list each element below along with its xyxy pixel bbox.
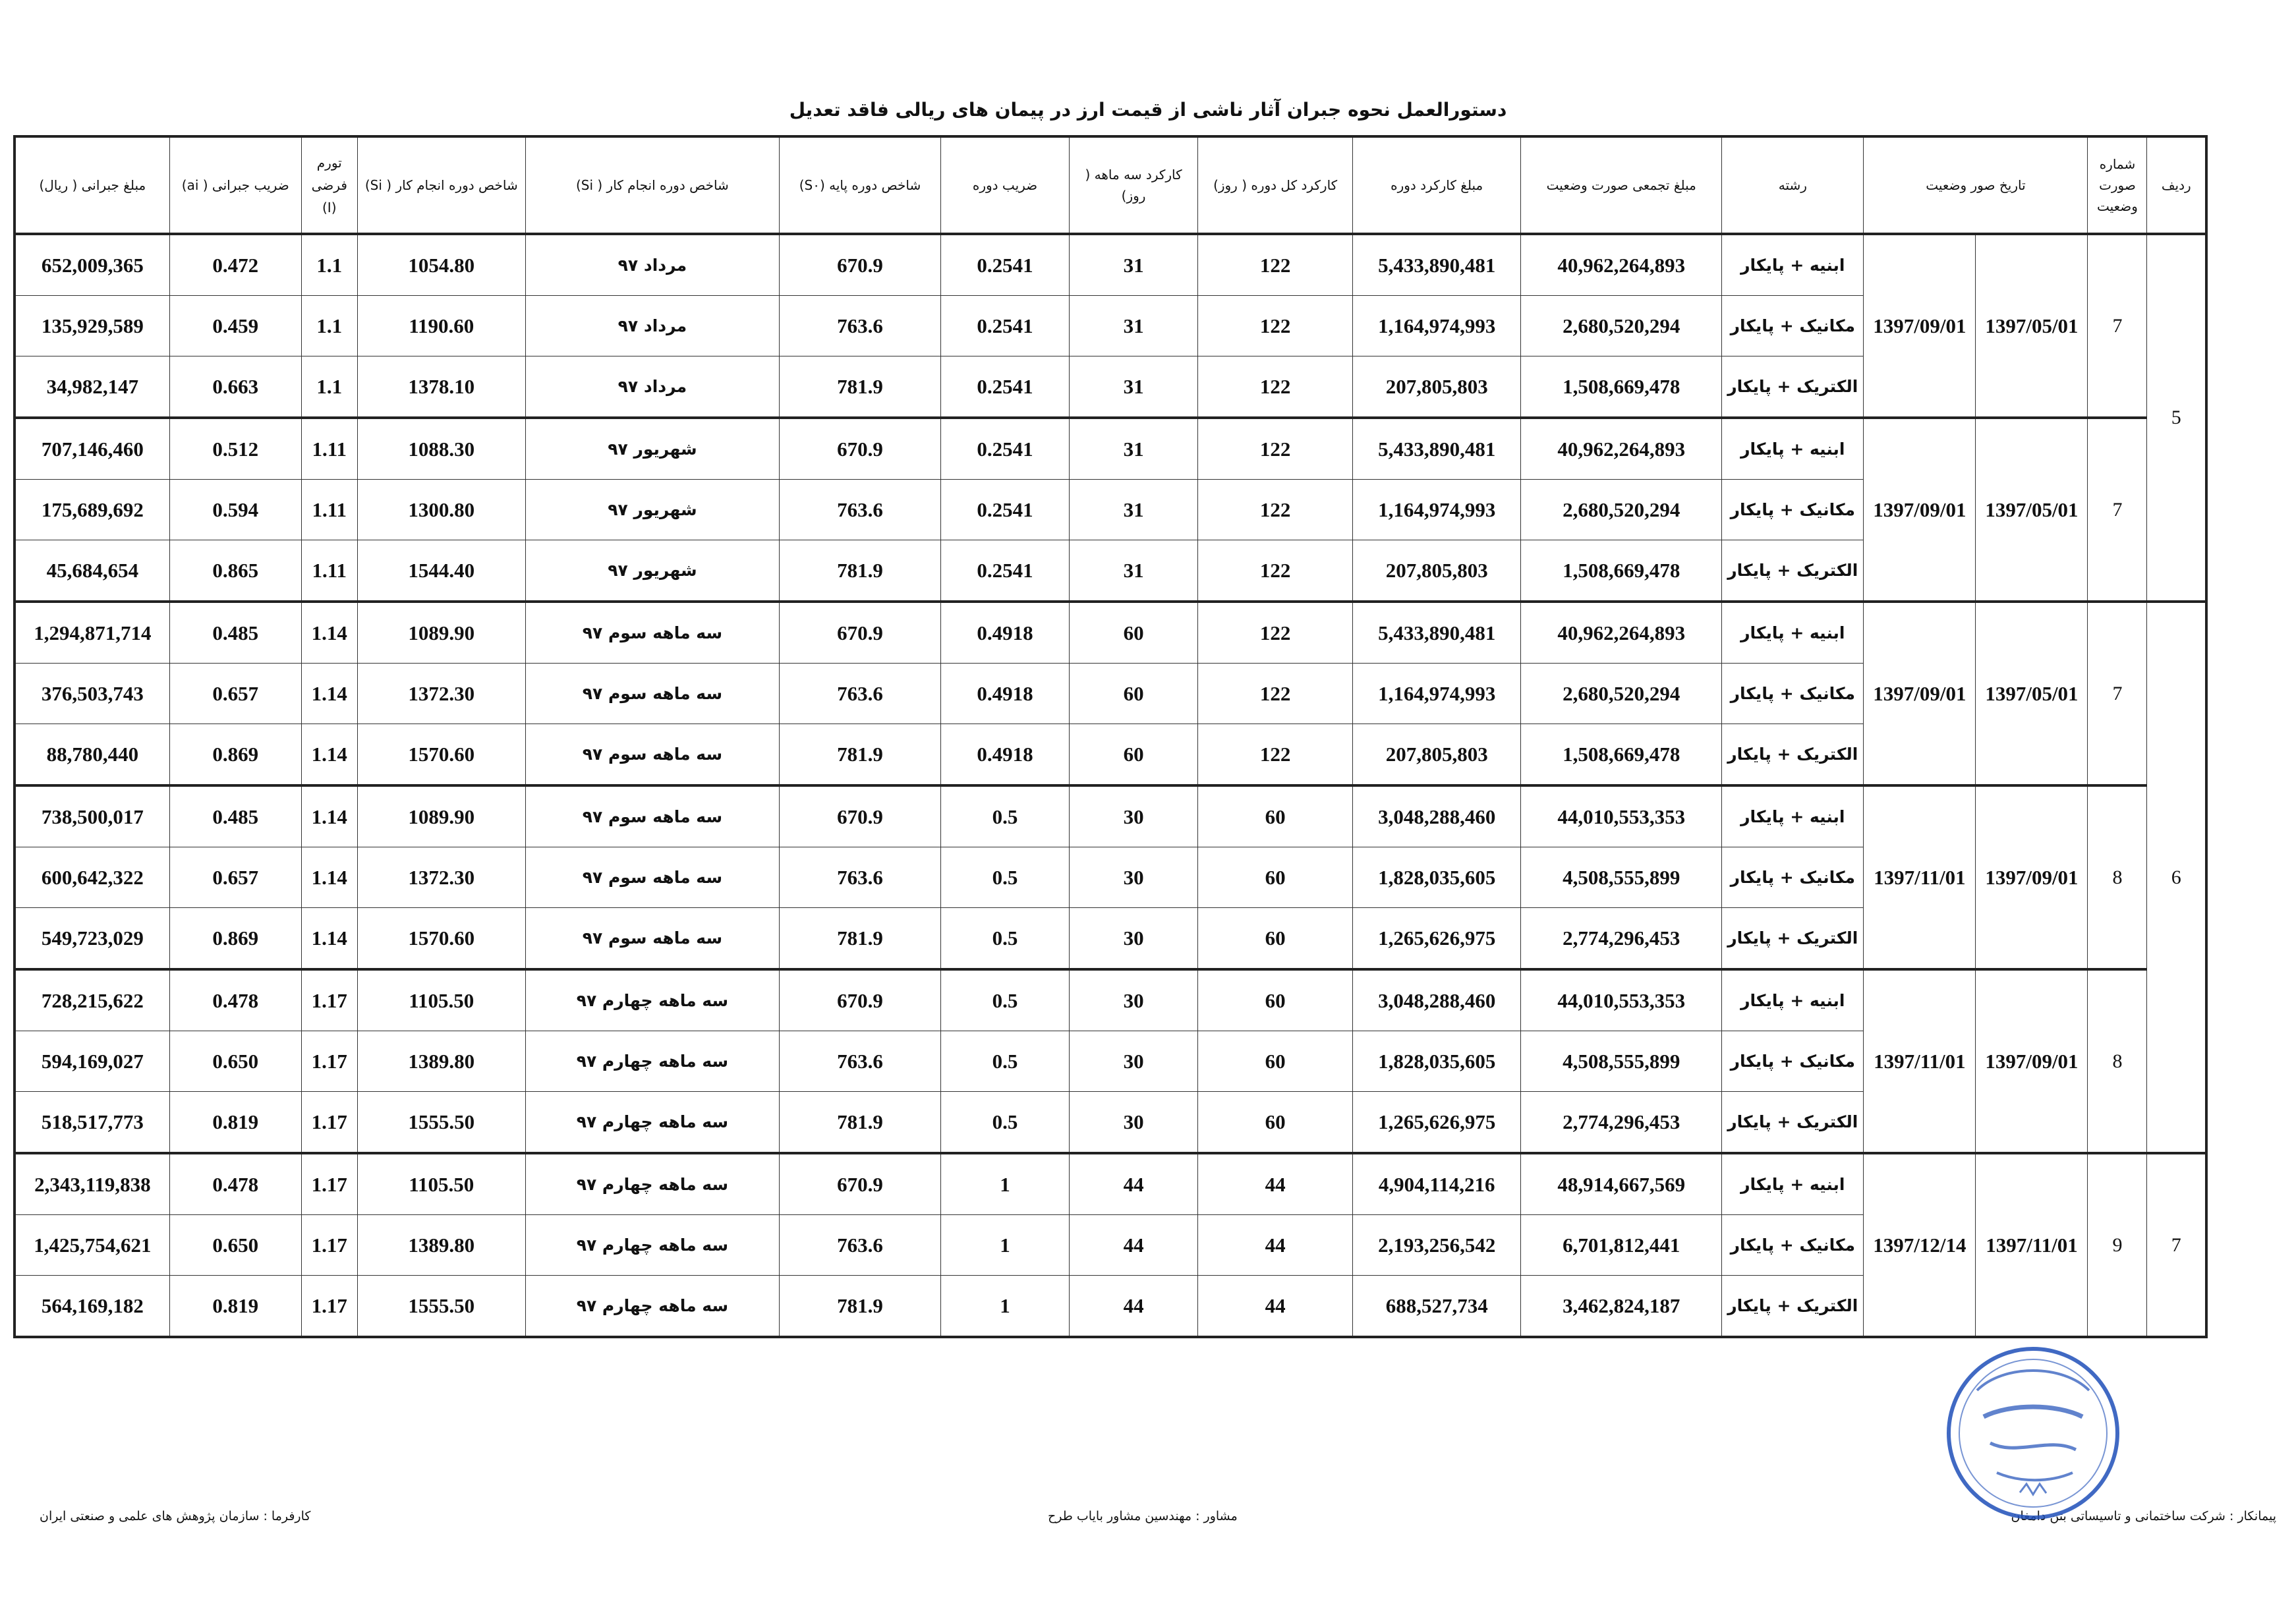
cumulative-cell: 4,508,555,899	[1521, 1031, 1722, 1092]
col-header-index-label: شاخص دوره انجام کار ( Si)	[525, 136, 779, 234]
index-value-cell: 1190.60	[357, 296, 525, 356]
footer-employer: کارفرما : سازمان پژوهش های علمی و صنعتی ایران	[40, 1509, 311, 1523]
comp-amount-cell: 549,723,029	[14, 908, 169, 970]
inflation-cell: 1.1	[301, 234, 357, 296]
quarter-days-cell: 31	[1070, 234, 1198, 296]
radif-cell: 7	[2147, 1153, 2206, 1337]
total-days-cell: 122	[1198, 540, 1353, 602]
index-label-cell: سه ماهه سوم ۹۷	[525, 908, 779, 970]
index-label-cell: سه ماهه چهارم ۹۷	[525, 1031, 779, 1092]
base-index-cell: 781.9	[779, 724, 940, 786]
inflation-cell: 1.14	[301, 602, 357, 664]
inflation-cell: 1.14	[301, 664, 357, 724]
cumulative-cell: 2,680,520,294	[1521, 664, 1722, 724]
trade-cell: مکانیک + پایکار	[1722, 664, 1864, 724]
trade-cell: ابنیه + پایکار	[1722, 234, 1864, 296]
table-row	[14, 418, 2206, 480]
col-header-trade: رشته	[1722, 136, 1864, 234]
base-index-cell: 670.9	[779, 234, 940, 296]
col-header-inflation: تورم فرضی (I)	[301, 136, 357, 234]
invoice-no-cell: 7	[2088, 234, 2147, 418]
comp-coef-cell: 0.819	[169, 1276, 301, 1338]
col-header-period-amount: مبلغ کارکرد دوره	[1353, 136, 1521, 234]
base-index-cell: 670.9	[779, 602, 940, 664]
comp-amount-cell: 34,982,147	[14, 356, 169, 418]
index-label-cell: سه ماهه چهارم ۹۷	[525, 1276, 779, 1338]
trade-cell: الکتریک + پایکار	[1722, 1276, 1864, 1338]
inflation-cell: 1.1	[301, 296, 357, 356]
quarter-days-cell: 60	[1070, 602, 1198, 664]
total-days-cell: 122	[1198, 418, 1353, 480]
comp-coef-cell: 0.657	[169, 847, 301, 908]
total-days-cell: 122	[1198, 356, 1353, 418]
comp-amount-cell: 1,294,871,714	[14, 602, 169, 664]
index-value-cell: 1372.30	[357, 664, 525, 724]
invoice-date-from-cell: 1397/05/01	[1976, 418, 2088, 602]
invoice-date-to-cell: 1397/11/01	[1864, 785, 1976, 969]
cumulative-cell: 1,508,669,478	[1521, 356, 1722, 418]
period-amount-cell: 1,265,626,975	[1353, 908, 1521, 970]
comp-coef-cell: 0.663	[169, 356, 301, 418]
quarter-days-cell: 30	[1070, 1031, 1198, 1092]
index-label-cell: شهریور ۹۷	[525, 418, 779, 480]
cumulative-cell: 6,701,812,441	[1521, 1215, 1722, 1276]
inflation-cell: 1.17	[301, 969, 357, 1031]
index-label-cell: سه ماهه چهارم ۹۷	[525, 1215, 779, 1276]
quarter-days-cell: 31	[1070, 296, 1198, 356]
quarter-days-cell: 30	[1070, 1092, 1198, 1154]
cumulative-cell: 2,680,520,294	[1521, 480, 1722, 540]
period-coef-cell: 0.2541	[941, 234, 1070, 296]
period-coef-cell: 0.5	[941, 847, 1070, 908]
inflation-cell: 1.17	[301, 1092, 357, 1154]
period-amount-cell: 1,164,974,993	[1353, 480, 1521, 540]
col-header-comp-coef: ضریب جبرانی ( ai)	[169, 136, 301, 234]
cumulative-cell: 40,962,264,893	[1521, 602, 1722, 664]
invoice-date-from-cell: 1397/11/01	[1976, 1153, 2088, 1337]
invoice-no-cell: 8	[2088, 969, 2147, 1153]
comp-coef-cell: 0.594	[169, 480, 301, 540]
comp-coef-cell: 0.650	[169, 1215, 301, 1276]
quarter-days-cell: 30	[1070, 785, 1198, 847]
period-coef-cell: 0.4918	[941, 602, 1070, 664]
base-index-cell: 781.9	[779, 356, 940, 418]
period-coef-cell: 1	[941, 1276, 1070, 1338]
col-header-cumulative: مبلغ تجمعی صورت وضعیت	[1521, 136, 1722, 234]
total-days-cell: 60	[1198, 1031, 1353, 1092]
company-stamp	[1944, 1344, 2122, 1522]
base-index-cell: 781.9	[779, 908, 940, 970]
table-body	[14, 234, 2206, 1337]
compensation-table-wrapper	[13, 135, 2208, 1338]
total-days-cell: 60	[1198, 969, 1353, 1031]
comp-amount-cell: 707,146,460	[14, 418, 169, 480]
invoice-date-to-cell: 1397/11/01	[1864, 969, 1976, 1153]
index-label-cell: سه ماهه سوم ۹۷	[525, 724, 779, 786]
total-days-cell: 44	[1198, 1215, 1353, 1276]
cumulative-cell: 1,508,669,478	[1521, 540, 1722, 602]
col-header-radif: ردیف	[2147, 136, 2206, 234]
inflation-cell: 1.14	[301, 724, 357, 786]
footer-contractor: پیمانکار : شرکت ساختمانی و تاسیساتی بتن دامغان	[2011, 1509, 2276, 1523]
base-index-cell: 763.6	[779, 1031, 940, 1092]
period-amount-cell: 1,265,626,975	[1353, 1092, 1521, 1154]
comp-coef-cell: 0.485	[169, 785, 301, 847]
comp-amount-cell: 1,425,754,621	[14, 1215, 169, 1276]
trade-cell: مکانیک + پایکار	[1722, 1031, 1864, 1092]
total-days-cell: 122	[1198, 296, 1353, 356]
period-coef-cell: 0.4918	[941, 664, 1070, 724]
cumulative-cell: 2,680,520,294	[1521, 296, 1722, 356]
inflation-cell: 1.17	[301, 1276, 357, 1338]
index-value-cell: 1089.90	[357, 602, 525, 664]
comp-amount-cell: 600,642,322	[14, 847, 169, 908]
period-amount-cell: 4,904,114,216	[1353, 1153, 1521, 1215]
comp-amount-cell: 652,009,365	[14, 234, 169, 296]
comp-amount-cell: 88,780,440	[14, 724, 169, 786]
total-days-cell: 122	[1198, 234, 1353, 296]
invoice-date-from-cell: 1397/05/01	[1976, 602, 2088, 785]
quarter-days-cell: 60	[1070, 724, 1198, 786]
quarter-days-cell: 44	[1070, 1153, 1198, 1215]
base-index-cell: 670.9	[779, 418, 940, 480]
invoice-date-to-cell: 1397/09/01	[1864, 418, 1976, 602]
base-index-cell: 763.6	[779, 664, 940, 724]
quarter-days-cell: 31	[1070, 418, 1198, 480]
total-days-cell: 60	[1198, 908, 1353, 970]
index-label-cell: شهریور ۹۷	[525, 480, 779, 540]
trade-cell: مکانیک + پایکار	[1722, 296, 1864, 356]
cumulative-cell: 1,508,669,478	[1521, 724, 1722, 786]
quarter-days-cell: 44	[1070, 1276, 1198, 1338]
col-header-quarter-days: کارکرد سه ماهه ( روز)	[1070, 136, 1198, 234]
comp-coef-cell: 0.869	[169, 724, 301, 786]
period-amount-cell: 207,805,803	[1353, 724, 1521, 786]
quarter-days-cell: 30	[1070, 847, 1198, 908]
base-index-cell: 763.6	[779, 480, 940, 540]
period-coef-cell: 0.5	[941, 1092, 1070, 1154]
trade-cell: ابنیه + پایکار	[1722, 602, 1864, 664]
base-index-cell: 670.9	[779, 785, 940, 847]
comp-coef-cell: 0.478	[169, 1153, 301, 1215]
comp-coef-cell: 0.485	[169, 602, 301, 664]
cumulative-cell: 2,774,296,453	[1521, 1092, 1722, 1154]
trade-cell: مکانیک + پایکار	[1722, 1215, 1864, 1276]
comp-amount-cell: 2,343,119,838	[14, 1153, 169, 1215]
period-amount-cell: 1,164,974,993	[1353, 296, 1521, 356]
comp-coef-cell: 0.869	[169, 908, 301, 970]
index-label-cell: سه ماهه چهارم ۹۷	[525, 1153, 779, 1215]
index-label-cell: سه ماهه سوم ۹۷	[525, 664, 779, 724]
quarter-days-cell: 30	[1070, 969, 1198, 1031]
comp-amount-cell: 738,500,017	[14, 785, 169, 847]
comp-coef-cell: 0.459	[169, 296, 301, 356]
comp-coef-cell: 0.657	[169, 664, 301, 724]
trade-cell: ابنیه + پایکار	[1722, 969, 1864, 1031]
comp-amount-cell: 564,169,182	[14, 1276, 169, 1338]
trade-cell: ابنیه + پایکار	[1722, 785, 1864, 847]
inflation-cell: 1.11	[301, 480, 357, 540]
total-days-cell: 60	[1198, 1092, 1353, 1154]
index-value-cell: 1088.30	[357, 418, 525, 480]
col-header-invoice-no: شماره صورت وضعیت	[2088, 136, 2147, 234]
compensation-table	[13, 135, 2208, 1338]
comp-coef-cell: 0.512	[169, 418, 301, 480]
index-value-cell: 1389.80	[357, 1215, 525, 1276]
period-coef-cell: 0.5	[941, 1031, 1070, 1092]
period-amount-cell: 207,805,803	[1353, 356, 1521, 418]
period-coef-cell: 0.5	[941, 908, 1070, 970]
inflation-cell: 1.17	[301, 1215, 357, 1276]
invoice-date-to-cell: 1397/09/01	[1864, 602, 1976, 785]
period-coef-cell: 0.2541	[941, 480, 1070, 540]
period-amount-cell: 5,433,890,481	[1353, 602, 1521, 664]
comp-amount-cell: 376,503,743	[14, 664, 169, 724]
footer-consultant: مشاور : مهندسین مشاور بایاب طرح	[1048, 1509, 1238, 1523]
col-header-invoice-date: تاریخ صور وضعیت	[1864, 136, 2088, 234]
cumulative-cell: 40,962,264,893	[1521, 234, 1722, 296]
invoice-date-to-cell: 1397/09/01	[1864, 234, 1976, 418]
table-row	[14, 969, 2206, 1031]
total-days-cell: 60	[1198, 847, 1353, 908]
inflation-cell: 1.1	[301, 356, 357, 418]
index-value-cell: 1300.80	[357, 480, 525, 540]
period-coef-cell: 0.2541	[941, 540, 1070, 602]
comp-coef-cell: 0.650	[169, 1031, 301, 1092]
col-header-period-coef: ضریب دوره	[941, 136, 1070, 234]
base-index-cell: 781.9	[779, 540, 940, 602]
col-header-comp-amount: مبلغ جبرانی ( ریال)	[14, 136, 169, 234]
total-days-cell: 122	[1198, 664, 1353, 724]
cumulative-cell: 3,462,824,187	[1521, 1276, 1722, 1338]
cumulative-cell: 44,010,553,353	[1521, 969, 1722, 1031]
invoice-no-cell: 8	[2088, 785, 2147, 969]
radif-cell: 6	[2147, 602, 2206, 1153]
index-label-cell: مرداد ۹۷	[525, 234, 779, 296]
period-amount-cell: 1,164,974,993	[1353, 664, 1521, 724]
total-days-cell: 122	[1198, 724, 1353, 786]
cumulative-cell: 48,914,667,569	[1521, 1153, 1722, 1215]
index-value-cell: 1570.60	[357, 724, 525, 786]
quarter-days-cell: 44	[1070, 1215, 1198, 1276]
base-index-cell: 670.9	[779, 969, 940, 1031]
col-header-index-value: شاخص دوره انجام کار ( Si)	[357, 136, 525, 234]
comp-amount-cell: 45,684,654	[14, 540, 169, 602]
invoice-no-cell: 9	[2088, 1153, 2147, 1337]
period-amount-cell: 3,048,288,460	[1353, 785, 1521, 847]
base-index-cell: 670.9	[779, 1153, 940, 1215]
inflation-cell: 1.11	[301, 540, 357, 602]
index-value-cell: 1372.30	[357, 847, 525, 908]
index-label-cell: سه ماهه چهارم ۹۷	[525, 1092, 779, 1154]
index-value-cell: 1570.60	[357, 908, 525, 970]
period-amount-cell: 3,048,288,460	[1353, 969, 1521, 1031]
period-coef-cell: 0.2541	[941, 296, 1070, 356]
index-value-cell: 1389.80	[357, 1031, 525, 1092]
comp-coef-cell: 0.819	[169, 1092, 301, 1154]
base-index-cell: 763.6	[779, 296, 940, 356]
comp-amount-cell: 728,215,622	[14, 969, 169, 1031]
quarter-days-cell: 31	[1070, 540, 1198, 602]
document-title: دستورالعمل نحوه جبران آثار ناشی از قیمت ارز در پیمان های ریالی فاقد تعدیل	[789, 99, 1507, 121]
comp-amount-cell: 135,929,589	[14, 296, 169, 356]
quarter-days-cell: 31	[1070, 480, 1198, 540]
base-index-cell: 763.6	[779, 1215, 940, 1276]
index-label-cell: سه ماهه سوم ۹۷	[525, 847, 779, 908]
total-days-cell: 60	[1198, 785, 1353, 847]
trade-cell: مکانیک + پایکار	[1722, 480, 1864, 540]
table-row	[14, 602, 2206, 664]
index-value-cell: 1555.50	[357, 1276, 525, 1338]
table-row	[14, 234, 2206, 296]
table-header-row	[14, 136, 2206, 234]
comp-amount-cell: 518,517,773	[14, 1092, 169, 1154]
base-index-cell: 781.9	[779, 1276, 940, 1338]
comp-amount-cell: 175,689,692	[14, 480, 169, 540]
quarter-days-cell: 30	[1070, 908, 1198, 970]
invoice-date-from-cell: 1397/05/01	[1976, 234, 2088, 418]
invoice-no-cell: 7	[2088, 418, 2147, 602]
period-amount-cell: 1,828,035,605	[1353, 1031, 1521, 1092]
trade-cell: ابنیه + پایکار	[1722, 1153, 1864, 1215]
period-coef-cell: 0.2541	[941, 356, 1070, 418]
period-amount-cell: 207,805,803	[1353, 540, 1521, 602]
index-value-cell: 1105.50	[357, 969, 525, 1031]
period-amount-cell: 1,828,035,605	[1353, 847, 1521, 908]
comp-coef-cell: 0.865	[169, 540, 301, 602]
comp-coef-cell: 0.472	[169, 234, 301, 296]
invoice-date-from-cell: 1397/09/01	[1976, 969, 2088, 1153]
cumulative-cell: 4,508,555,899	[1521, 847, 1722, 908]
table-row	[14, 785, 2206, 847]
trade-cell: ابنیه + پایکار	[1722, 418, 1864, 480]
cumulative-cell: 44,010,553,353	[1521, 785, 1722, 847]
total-days-cell: 122	[1198, 602, 1353, 664]
period-coef-cell: 0.4918	[941, 724, 1070, 786]
index-value-cell: 1378.10	[357, 356, 525, 418]
index-value-cell: 1089.90	[357, 785, 525, 847]
inflation-cell: 1.14	[301, 785, 357, 847]
period-coef-cell: 1	[941, 1153, 1070, 1215]
index-label-cell: مرداد ۹۷	[525, 296, 779, 356]
inflation-cell: 1.14	[301, 908, 357, 970]
period-amount-cell: 2,193,256,542	[1353, 1215, 1521, 1276]
period-coef-cell: 0.5	[941, 785, 1070, 847]
trade-cell: مکانیک + پایکار	[1722, 847, 1864, 908]
total-days-cell: 122	[1198, 480, 1353, 540]
index-label-cell: شهریور ۹۷	[525, 540, 779, 602]
index-value-cell: 1105.50	[357, 1153, 525, 1215]
base-index-cell: 781.9	[779, 1092, 940, 1154]
index-value-cell: 1054.80	[357, 234, 525, 296]
col-header-total-days: کارکرد کل دوره ( روز)	[1198, 136, 1353, 234]
period-amount-cell: 5,433,890,481	[1353, 418, 1521, 480]
radif-cell: 5	[2147, 234, 2206, 602]
quarter-days-cell: 60	[1070, 664, 1198, 724]
inflation-cell: 1.17	[301, 1031, 357, 1092]
total-days-cell: 44	[1198, 1153, 1353, 1215]
period-amount-cell: 5,433,890,481	[1353, 234, 1521, 296]
invoice-no-cell: 7	[2088, 602, 2147, 785]
trade-cell: الکتریک + پایکار	[1722, 724, 1864, 786]
index-label-cell: مرداد ۹۷	[525, 356, 779, 418]
period-coef-cell: 1	[941, 1215, 1070, 1276]
index-label-cell: سه ماهه سوم ۹۷	[525, 602, 779, 664]
index-label-cell: سه ماهه چهارم ۹۷	[525, 969, 779, 1031]
inflation-cell: 1.11	[301, 418, 357, 480]
index-value-cell: 1544.40	[357, 540, 525, 602]
total-days-cell: 44	[1198, 1276, 1353, 1338]
comp-amount-cell: 594,169,027	[14, 1031, 169, 1092]
index-value-cell: 1555.50	[357, 1092, 525, 1154]
trade-cell: الکتریک + پایکار	[1722, 540, 1864, 602]
trade-cell: الکتریک + پایکار	[1722, 1092, 1864, 1154]
invoice-date-from-cell: 1397/09/01	[1976, 785, 2088, 969]
col-header-base-index: شاخص دوره پایه (S۰)	[779, 136, 940, 234]
inflation-cell: 1.14	[301, 847, 357, 908]
base-index-cell: 763.6	[779, 847, 940, 908]
comp-coef-cell: 0.478	[169, 969, 301, 1031]
period-coef-cell: 0.2541	[941, 418, 1070, 480]
period-amount-cell: 688,527,734	[1353, 1276, 1521, 1338]
trade-cell: الکتریک + پایکار	[1722, 356, 1864, 418]
quarter-days-cell: 31	[1070, 356, 1198, 418]
inflation-cell: 1.17	[301, 1153, 357, 1215]
cumulative-cell: 40,962,264,893	[1521, 418, 1722, 480]
table-row	[14, 1153, 2206, 1215]
cumulative-cell: 2,774,296,453	[1521, 908, 1722, 970]
trade-cell: الکتریک + پایکار	[1722, 908, 1864, 970]
index-label-cell: سه ماهه سوم ۹۷	[525, 785, 779, 847]
period-coef-cell: 0.5	[941, 969, 1070, 1031]
invoice-date-to-cell: 1397/12/14	[1864, 1153, 1976, 1337]
